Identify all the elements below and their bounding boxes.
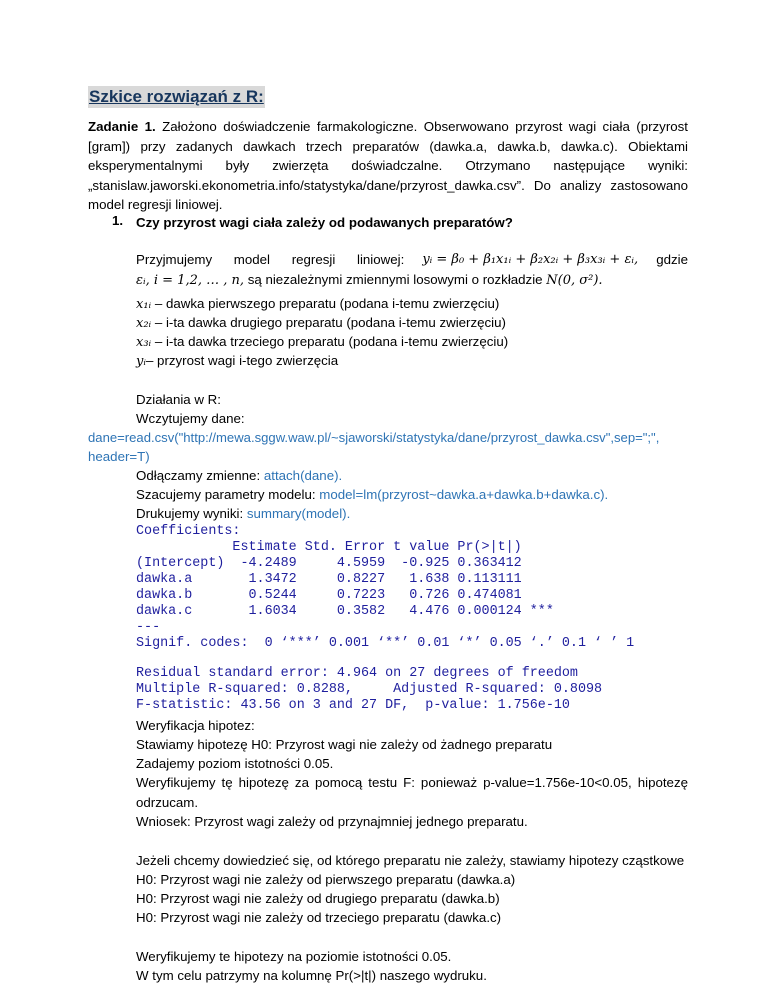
output-line: dawka.a 1.3472 0.8227 1.638 0.113111 <box>136 572 554 587</box>
question-number: 1. <box>112 213 124 228</box>
output-line: dawka.b 0.5244 0.7223 0.726 0.474081 <box>136 588 554 603</box>
var-symbol: x₁ᵢ <box>136 297 152 312</box>
model-line-2 <box>136 270 603 291</box>
actions-title: Działania w R: <box>136 392 221 407</box>
output-line: F-statistic: 43.56 on 3 and 27 DF, p-value: 1.756e-10 <box>136 698 570 713</box>
final-line-2: W tym celu patrzymy na kolumnę Pr(>|t|) naszego wydruku. <box>136 968 487 983</box>
print-label: Drukujemy wyniki: <box>136 506 247 521</box>
section-heading: Szkice rozwiązań z R: <box>89 87 264 106</box>
var-symbol: x₂ᵢ <box>136 316 152 331</box>
var-symbol: x₃ᵢ <box>136 335 152 350</box>
task-label: Zadanie 1. <box>88 119 156 134</box>
fit-label: Szacujemy parametry modelu: <box>136 487 320 502</box>
var-x1 <box>136 294 499 315</box>
attach-code: attach(dane). <box>263 468 343 483</box>
partial-h0-a: H0: Przyrost wagi nie zależy od pierwszego preparatu (dawka.a) <box>136 872 516 887</box>
print-line <box>136 504 350 524</box>
output-line: Coefficients: <box>136 524 241 539</box>
significance-level: Zadajemy poziom istotności 0.05. <box>136 756 334 771</box>
attach-label: Odłączamy zmienne: <box>136 468 264 483</box>
output-line: Residual standard error: 4.964 on 27 degrees of freedom <box>136 666 578 681</box>
model-formula: yᵢ = β₀ + β₁x₁ᵢ + β₂x₂ᵢ + β₃x₃ᵢ + εᵢ, <box>422 252 639 267</box>
var-desc: – przyrost wagi i-tego zwierzęcia <box>145 353 339 368</box>
model-intro: Przyjmujemy model regresji liniowej: <box>136 252 405 267</box>
read-csv-code-cont: header=T) <box>88 449 150 464</box>
h0-statement: Stawiamy hipotezę H0: Przyrost wagi nie zależy od żadnego preparatu <box>136 737 553 752</box>
model-gdzie: gdzie <box>656 252 688 267</box>
output-line: Estimate Std. Error t value Pr(>|t|) <box>136 540 554 555</box>
var-y <box>136 351 338 372</box>
fit-line <box>136 485 608 505</box>
partial-h0-b: H0: Przyrost wagi nie zależy od drugiego preparatu (dawka.b) <box>136 891 500 906</box>
distribution: N(0, σ²). <box>546 273 603 288</box>
task-text: Założono doświadczenie farmakologiczne. Obserwowano przyrost wagi ciała (przyrost [gram]) przy zadanych dawkach trzech preparatów (dawka.a, dawka.b, dawka.c). Obiektami eksperymentalnymi były zwierzęta doświadczalne. Otrzymano następujące wyniki: „stanislaw.jaworski.ekonometria.info/statystyka/dane/przyrost_dawka.csv”. Do analizy zastosowano model regresji liniowej. <box>88 119 688 213</box>
output-line: --- <box>136 620 161 635</box>
f-test-paragraph: Weryfikujemy tę hipotezę za pomocą testu F: ponieważ p-value=1.756e-10<0.05, hipotezę odrzucam. <box>136 775 688 810</box>
fit-code: model=lm(przyrost~dawka.a+dawka.b+dawka.c). <box>319 487 609 502</box>
read-csv-code: dane=read.csv("http://mewa.sggw.waw.pl/~sjaworski/statystyka/dane/przyrost_dawka.csv",sep=";", <box>88 430 660 445</box>
var-desc: – i-ta dawka drugiego preparatu (podana i-temu zwierzęciu) <box>151 315 506 330</box>
output-line: Signif. codes: 0 ‘***’ 0.001 ‘**’ 0.01 ‘*’ 0.05 ‘.’ 0.1 ‘ ’ 1 <box>136 636 635 651</box>
question-text: Czy przyrost wagi ciała zależy od podawanych preparatów? <box>136 215 513 230</box>
epsilon-def: εᵢ, i = 1,2, … , n, <box>136 273 245 288</box>
model-line <box>136 250 688 270</box>
attach-line <box>136 466 342 486</box>
print-code: summary(model). <box>246 506 351 521</box>
var-x2 <box>136 313 506 334</box>
task-paragraph <box>88 117 688 215</box>
conclusion: Wniosek: Przyrost wagi zależy od przynajmniej jednego preparatu. <box>136 814 528 829</box>
output-line: dawka.c 1.6034 0.3582 4.476 0.000124 *** <box>136 604 554 619</box>
final-line-1: Weryfikujemy te hipotezy na poziomie istotności 0.05. <box>136 949 452 964</box>
var-x3 <box>136 332 508 353</box>
partial-h0-c: H0: Przyrost wagi nie zależy od trzeciego preparatu (dawka.c) <box>136 910 502 925</box>
var-desc: – i-ta dawka trzeciego preparatu (podana i-temu zwierzęciu) <box>151 334 509 349</box>
output-line: (Intercept) -4.2489 4.5959 -0.925 0.363412 <box>136 556 554 571</box>
epsilon-text: są niezależnymi zmiennymi losowymi o rozkładzie <box>244 272 547 287</box>
load-label: Wczytujemy dane: <box>136 411 245 426</box>
var-symbol: yᵢ <box>136 354 146 369</box>
partial-intro: Jeżeli chcemy dowiedzieć się, od którego preparatu nie zależy, stawiamy hipotezy cząstkowe <box>136 853 685 868</box>
var-desc: – dawka pierwszego preparatu (podana i-temu zwierzęciu) <box>151 296 500 311</box>
output-line: Multiple R-squared: 0.8288, Adjusted R-squared: 0.8098 <box>136 682 603 697</box>
verification-title: Weryfikacja hipotez: <box>136 718 255 733</box>
